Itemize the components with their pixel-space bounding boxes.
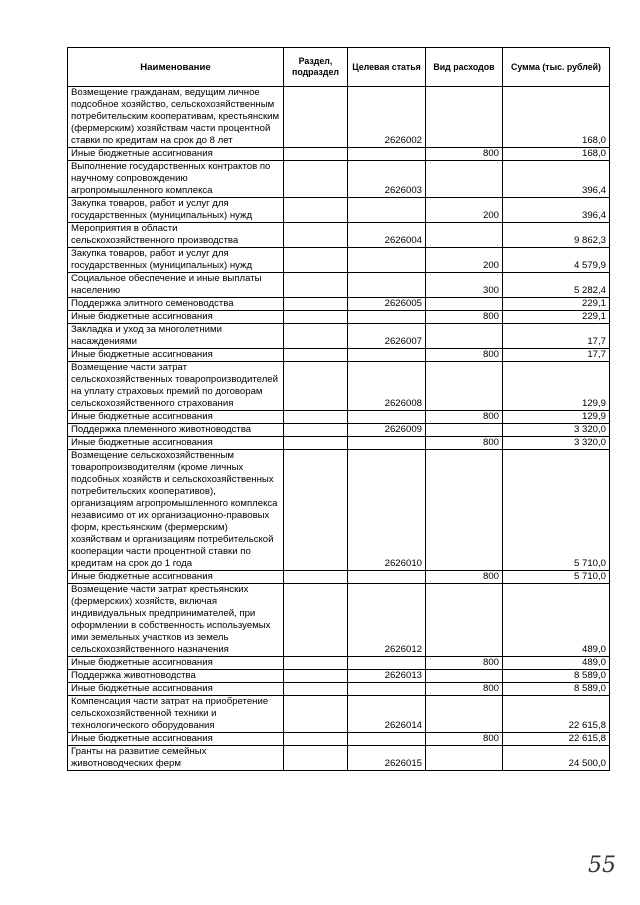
row-vid-rashodov-cell [426, 324, 503, 349]
table-row [68, 148, 610, 161]
row-name-cell: Возмещение гражданам, ведущим личное подсобное хозяйство, сельскохозяйственным потребительским кооперативам, крестьянским (фермерским) хозяйствам части процентной ставки по кредитам на срок до 8 лет [68, 87, 284, 148]
row-vid-rashodov-cell [426, 696, 503, 733]
row-celevaya-statya-cell [348, 657, 426, 670]
row-razdel-cell [284, 437, 348, 450]
row-summa-cell: 229,1 [503, 298, 610, 311]
table-row [68, 670, 610, 683]
table-row [68, 733, 610, 746]
row-celevaya-statya-cell: 2626004 [348, 223, 426, 248]
row-name-cell: Иные бюджетные ассигнования [68, 733, 284, 746]
table-row [68, 311, 610, 324]
row-razdel-cell [284, 161, 348, 198]
row-vid-rashodov-cell: 800 [426, 657, 503, 670]
table-row [68, 298, 610, 311]
table-header [68, 48, 610, 87]
row-razdel-cell [284, 324, 348, 349]
row-name-cell: Закупка товаров, работ и услуг для государственных (муниципальных) нужд [68, 248, 284, 273]
row-name-cell: Мероприятия в области сельскохозяйственного производства [68, 223, 284, 248]
row-name-cell: Иные бюджетные ассигнования [68, 148, 284, 161]
table-row [68, 696, 610, 733]
row-name-cell: Выполнение государственных контрактов по научному сопровождению агропромышленного комплекса [68, 161, 284, 198]
table-row [68, 273, 610, 298]
row-vid-rashodov-cell: 200 [426, 248, 503, 273]
row-summa-cell: 129,9 [503, 362, 610, 411]
table-row [68, 349, 610, 362]
row-summa-cell: 22 615,8 [503, 733, 610, 746]
row-name-cell: Поддержка племенного животноводства [68, 424, 284, 437]
header-razdel: Раздел, подраздел [284, 48, 348, 87]
row-summa-cell: 17,7 [503, 349, 610, 362]
row-razdel-cell [284, 198, 348, 223]
row-celevaya-statya-cell: 2626002 [348, 87, 426, 148]
row-celevaya-statya-cell [348, 148, 426, 161]
row-vid-rashodov-cell [426, 746, 503, 771]
row-summa-cell: 396,4 [503, 198, 610, 223]
row-summa-cell: 17,7 [503, 324, 610, 349]
row-razdel-cell [284, 450, 348, 571]
table-row [68, 198, 610, 223]
row-vid-rashodov-cell: 800 [426, 683, 503, 696]
row-name-cell: Иные бюджетные ассигнования [68, 683, 284, 696]
row-summa-cell: 4 579,9 [503, 248, 610, 273]
row-celevaya-statya-cell [348, 733, 426, 746]
row-summa-cell: 229,1 [503, 311, 610, 324]
row-razdel-cell [284, 657, 348, 670]
row-celevaya-statya-cell [348, 683, 426, 696]
row-summa-cell: 5 710,0 [503, 450, 610, 571]
row-vid-rashodov-cell [426, 298, 503, 311]
row-razdel-cell [284, 584, 348, 657]
row-summa-cell: 3 320,0 [503, 437, 610, 450]
row-vid-rashodov-cell: 200 [426, 198, 503, 223]
row-vid-rashodov-cell [426, 362, 503, 411]
row-razdel-cell [284, 362, 348, 411]
row-vid-rashodov-cell [426, 87, 503, 148]
row-razdel-cell [284, 683, 348, 696]
row-celevaya-statya-cell [348, 571, 426, 584]
row-celevaya-statya-cell: 2626005 [348, 298, 426, 311]
row-name-cell: Закупка товаров, работ и услуг для государственных (муниципальных) нужд [68, 198, 284, 223]
row-razdel-cell [284, 148, 348, 161]
table-row [68, 437, 610, 450]
table-row [68, 223, 610, 248]
header-summa: Сумма (тыс. рублей) [503, 48, 610, 87]
row-celevaya-statya-cell: 2626012 [348, 584, 426, 657]
row-name-cell: Иные бюджетные ассигнования [68, 311, 284, 324]
row-name-cell: Закладка и уход за многолетними насаждениями [68, 324, 284, 349]
row-vid-rashodov-cell: 800 [426, 411, 503, 424]
row-name-cell: Гранты на развитие семейных животноводческих ферм [68, 746, 284, 771]
row-razdel-cell [284, 223, 348, 248]
row-vid-rashodov-cell: 800 [426, 571, 503, 584]
row-razdel-cell [284, 311, 348, 324]
table-row [68, 324, 610, 349]
table-row [68, 571, 610, 584]
row-name-cell: Иные бюджетные ассигнования [68, 437, 284, 450]
row-celevaya-statya-cell [348, 248, 426, 273]
row-summa-cell: 489,0 [503, 657, 610, 670]
row-summa-cell: 3 320,0 [503, 424, 610, 437]
row-vid-rashodov-cell [426, 223, 503, 248]
table-row [68, 362, 610, 411]
row-summa-cell: 129,9 [503, 411, 610, 424]
row-celevaya-statya-cell [348, 411, 426, 424]
row-name-cell: Иные бюджетные ассигнования [68, 349, 284, 362]
row-celevaya-statya-cell: 2626008 [348, 362, 426, 411]
row-name-cell: Возмещение части затрат сельскохозяйственных товаропроизводителей на уплату страховых премий по договорам сельскохозяйственного страхования [68, 362, 284, 411]
row-celevaya-statya-cell: 2626015 [348, 746, 426, 771]
row-razdel-cell [284, 411, 348, 424]
row-razdel-cell [284, 298, 348, 311]
row-summa-cell: 8 589,0 [503, 670, 610, 683]
header-row [68, 48, 610, 87]
row-summa-cell: 489,0 [503, 584, 610, 657]
row-razdel-cell [284, 87, 348, 148]
row-razdel-cell [284, 670, 348, 683]
row-razdel-cell [284, 424, 348, 437]
row-name-cell: Возмещение сельскохозяйственным товаропроизводителям (кроме личных подсобных хозяйств и сельскохозяйственных потребительских кооперативов), организациям агропромышленного комплекса независимо от их организационно-правовых форм, крестьянским (фермерским) хозяйствам и организациям потребительской кооперации части процентной ставки по кредитам на срок до 1 года [68, 450, 284, 571]
row-summa-cell: 168,0 [503, 148, 610, 161]
row-name-cell: Поддержка элитного семеноводства [68, 298, 284, 311]
row-summa-cell: 5 710,0 [503, 571, 610, 584]
header-celevaya-statya: Целевая статья [348, 48, 426, 87]
row-vid-rashodov-cell: 800 [426, 733, 503, 746]
row-vid-rashodov-cell [426, 161, 503, 198]
header-name: Наименование [68, 48, 284, 87]
table-row [68, 411, 610, 424]
row-razdel-cell [284, 273, 348, 298]
row-vid-rashodov-cell [426, 670, 503, 683]
row-celevaya-statya-cell [348, 273, 426, 298]
row-vid-rashodov-cell [426, 584, 503, 657]
row-summa-cell: 22 615,8 [503, 696, 610, 733]
row-summa-cell: 396,4 [503, 161, 610, 198]
row-celevaya-statya-cell: 2626003 [348, 161, 426, 198]
row-celevaya-statya-cell [348, 198, 426, 223]
row-celevaya-statya-cell [348, 349, 426, 362]
row-celevaya-statya-cell: 2626007 [348, 324, 426, 349]
row-vid-rashodov-cell: 800 [426, 148, 503, 161]
row-name-cell: Компенсация части затрат на приобретение сельскохозяйственной техники и технологического оборудования [68, 696, 284, 733]
table-row [68, 161, 610, 198]
table-row [68, 683, 610, 696]
row-vid-rashodov-cell [426, 450, 503, 571]
row-summa-cell: 168,0 [503, 87, 610, 148]
row-celevaya-statya-cell: 2626014 [348, 696, 426, 733]
page-number: 55 [588, 853, 616, 878]
table-row [68, 248, 610, 273]
row-name-cell: Возмещение части затрат крестьянских (фермерских) хозяйств, включая индивидуальных предпринимателей, при оформлении в собственность используемых ими земельных участков из земель сельскохозяйственного назначения [68, 584, 284, 657]
row-vid-rashodov-cell: 300 [426, 273, 503, 298]
row-celevaya-statya-cell: 2626013 [348, 670, 426, 683]
row-summa-cell: 9 862,3 [503, 223, 610, 248]
row-vid-rashodov-cell: 800 [426, 437, 503, 450]
row-celevaya-statya-cell: 2626010 [348, 450, 426, 571]
budget-table [67, 47, 610, 771]
row-name-cell: Иные бюджетные ассигнования [68, 657, 284, 670]
row-name-cell: Иные бюджетные ассигнования [68, 411, 284, 424]
row-summa-cell: 5 282,4 [503, 273, 610, 298]
row-summa-cell: 24 500,0 [503, 746, 610, 771]
table-row [68, 584, 610, 657]
row-vid-rashodov-cell: 800 [426, 311, 503, 324]
row-name-cell: Социальное обеспечение и иные выплаты населению [68, 273, 284, 298]
row-name-cell: Иные бюджетные ассигнования [68, 571, 284, 584]
table-row [68, 87, 610, 148]
row-summa-cell: 8 589,0 [503, 683, 610, 696]
row-razdel-cell [284, 248, 348, 273]
row-razdel-cell [284, 696, 348, 733]
row-vid-rashodov-cell: 800 [426, 349, 503, 362]
row-celevaya-statya-cell: 2626009 [348, 424, 426, 437]
row-razdel-cell [284, 349, 348, 362]
row-vid-rashodov-cell [426, 424, 503, 437]
row-name-cell: Поддержка животноводства [68, 670, 284, 683]
table-row [68, 424, 610, 437]
row-razdel-cell [284, 746, 348, 771]
table-row [68, 450, 610, 571]
row-celevaya-statya-cell [348, 437, 426, 450]
row-celevaya-statya-cell [348, 311, 426, 324]
row-razdel-cell [284, 571, 348, 584]
row-razdel-cell [284, 733, 348, 746]
table-body [68, 87, 610, 771]
table-row [68, 657, 610, 670]
table-row [68, 746, 610, 771]
header-vid-rashodov: Вид расходов [426, 48, 503, 87]
